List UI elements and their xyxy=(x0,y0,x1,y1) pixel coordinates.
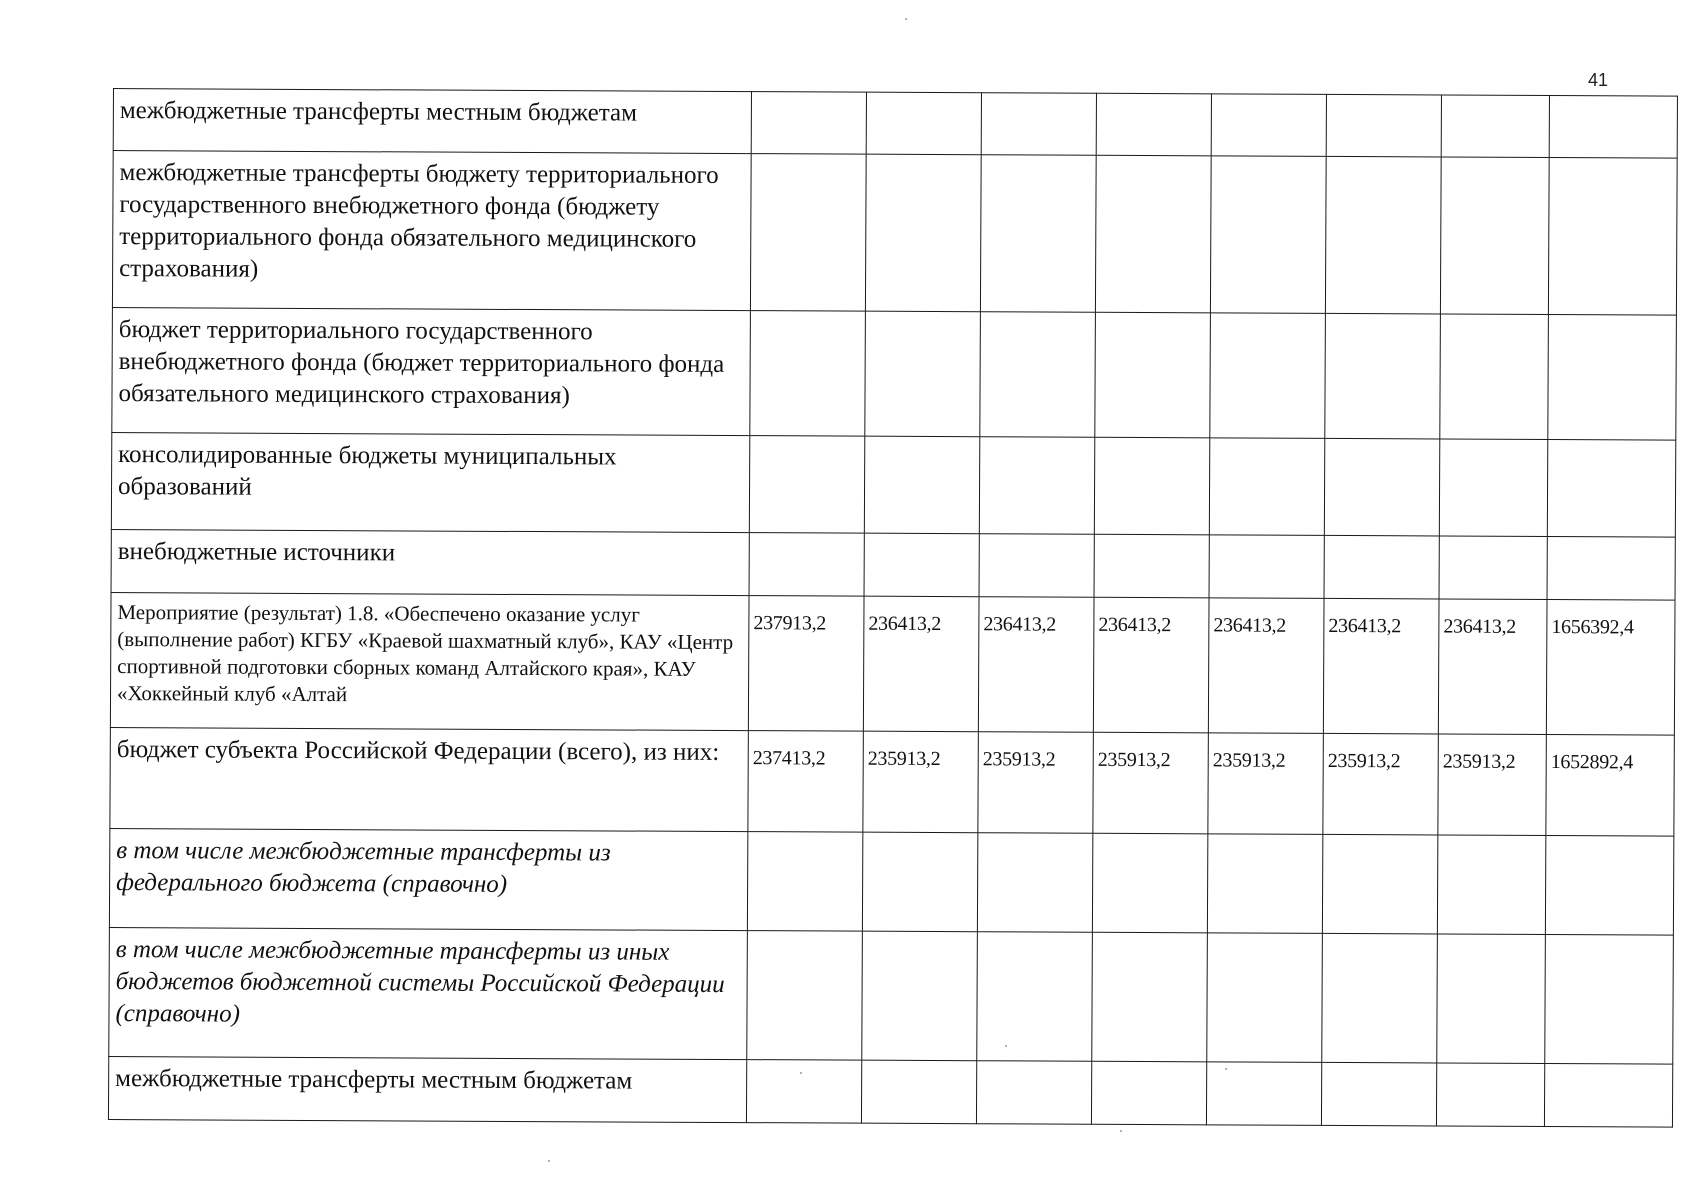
year-value-cell xyxy=(862,931,978,1061)
year-value-cell xyxy=(1210,313,1326,439)
year-value-cell xyxy=(1441,95,1549,158)
year-value-cell: 236413,2 xyxy=(863,596,979,732)
total-cell xyxy=(1548,315,1677,441)
row-label: межбюджетные трансферты местным бюджетам xyxy=(108,1056,746,1122)
year-value-cell xyxy=(749,436,864,534)
year-value-cell xyxy=(1436,1063,1544,1127)
total-cell xyxy=(1547,440,1675,538)
year-value-cell xyxy=(1322,933,1438,1063)
year-value-cell: 235913,2 xyxy=(1438,734,1546,836)
table-row xyxy=(108,1056,1672,1127)
year-value-cell xyxy=(1325,156,1441,314)
year-value-cell xyxy=(1326,94,1441,157)
page-number: 41 xyxy=(1588,70,1609,90)
year-value-cell xyxy=(1440,314,1549,440)
year-value-cell xyxy=(750,154,866,312)
year-value-cell xyxy=(1437,835,1545,935)
year-value-cell: 236413,2 xyxy=(1438,599,1547,735)
year-value-cell xyxy=(1092,932,1208,1062)
year-value-cell xyxy=(1325,313,1441,439)
year-value-cell xyxy=(979,534,1094,598)
year-value-cell xyxy=(1321,1062,1436,1126)
year-value-cell xyxy=(1207,834,1322,934)
row-label: бюджет территориального государственного внебюджетного фонда (бюджет территориального фонда обязательного медицинского страхования) xyxy=(112,307,751,435)
year-value-cell xyxy=(1209,438,1324,536)
year-value-cell xyxy=(1324,535,1439,599)
year-value-cell xyxy=(1437,934,1546,1064)
year-value-cell: 235913,2 xyxy=(1323,733,1438,835)
scan-speck xyxy=(1005,1045,1007,1047)
total-cell xyxy=(1545,836,1673,936)
year-value-cell xyxy=(1206,1062,1321,1126)
year-value-cell xyxy=(1094,534,1209,598)
row-label: бюджет субъекта Российской Федерации (всего), из них: xyxy=(110,727,748,831)
budget-table-body xyxy=(108,89,1677,1128)
year-value-cell: 236413,2 xyxy=(1208,598,1324,734)
table-row xyxy=(111,529,1675,600)
table-row xyxy=(112,307,1677,440)
year-value-cell xyxy=(977,833,1092,933)
year-value-cell xyxy=(1095,155,1211,313)
year-value-cell xyxy=(1095,312,1211,438)
year-value-cell: 235913,2 xyxy=(863,731,978,833)
row-label: Мероприятие (результат) 1.8. «Обеспечено оказание услуг (выполнение работ) КГБУ «Краевой шахматный клуб», КАУ «Центр спортивной подготовки сборных команд Алтайского края», КАУ «Хоккейный клуб «Алтай xyxy=(110,592,749,730)
total-cell xyxy=(1545,935,1674,1065)
year-value-cell xyxy=(981,93,1096,156)
year-value-cell xyxy=(1211,94,1326,157)
year-value-cell xyxy=(977,932,1093,1062)
row-label: консолидированные бюджеты муниципальных образований xyxy=(111,432,749,532)
table-row xyxy=(110,727,1674,836)
year-value-cell xyxy=(980,312,1096,438)
year-value-cell xyxy=(862,832,977,932)
row-label: в том числе межбюджетные трансферты из федерального бюджета (справочно) xyxy=(109,828,747,930)
year-value-cell xyxy=(864,533,979,597)
total-cell xyxy=(1544,1064,1672,1128)
year-value-cell xyxy=(1209,535,1324,599)
year-value-cell xyxy=(1092,833,1207,933)
scan-speck xyxy=(1120,1130,1122,1132)
table-row xyxy=(109,927,1674,1064)
year-value-cell xyxy=(1210,156,1326,314)
year-value-cell xyxy=(749,533,864,597)
year-value-cell: 236413,2 xyxy=(1093,597,1209,733)
total-cell: 1656392,4 xyxy=(1546,600,1675,736)
year-value-cell: 235913,2 xyxy=(978,732,1093,834)
year-value-cell xyxy=(979,437,1094,535)
total-cell xyxy=(1548,158,1677,316)
year-value-cell xyxy=(1091,1061,1206,1125)
table-row xyxy=(112,151,1677,316)
row-label: в том числе межбюджетные трансферты из иных бюджетов бюджетной системы Российской Федерации (справочно) xyxy=(109,927,748,1059)
table-row xyxy=(111,432,1675,537)
year-value-cell: 237413,2 xyxy=(748,731,863,833)
year-value-cell xyxy=(861,1060,976,1124)
year-value-cell: 235913,2 xyxy=(1093,732,1208,834)
year-value-cell xyxy=(746,1060,861,1124)
row-label: межбюджетные трансферты местным бюджетам xyxy=(113,89,751,154)
year-value-cell xyxy=(866,92,981,155)
total-cell: 1652892,4 xyxy=(1546,735,1674,837)
year-value-cell xyxy=(1439,439,1547,537)
scan-speck xyxy=(800,1072,802,1074)
year-value-cell xyxy=(865,154,981,312)
year-value-cell xyxy=(1439,536,1547,600)
year-value-cell xyxy=(1096,93,1211,156)
year-value-cell xyxy=(747,832,862,932)
year-value-cell: 237913,2 xyxy=(748,596,864,732)
year-value-cell xyxy=(747,931,863,1061)
year-value-cell xyxy=(1322,834,1437,934)
year-value-cell xyxy=(865,311,981,437)
table-row xyxy=(110,592,1675,735)
year-value-cell xyxy=(750,311,866,437)
row-label: внебюджетные источники xyxy=(111,529,749,595)
scan-speck xyxy=(905,18,907,20)
budget-table xyxy=(108,88,1678,1128)
year-value-cell xyxy=(980,155,1096,313)
year-value-cell: 236413,2 xyxy=(1323,598,1439,734)
year-value-cell xyxy=(751,92,866,155)
total-cell xyxy=(1549,96,1677,159)
row-label: межбюджетные трансферты бюджету территориального государственного внебюджетного фонда (бюджету территориального фонда обязательного медицинского страхования) xyxy=(112,151,751,311)
year-value-cell xyxy=(976,1061,1091,1125)
budget-table-container xyxy=(108,88,1678,1128)
year-value-cell xyxy=(1324,438,1439,536)
scan-speck xyxy=(1225,1068,1227,1070)
year-value-cell xyxy=(864,436,979,534)
year-value-cell: 235913,2 xyxy=(1208,733,1323,835)
year-value-cell xyxy=(1094,437,1209,535)
table-row xyxy=(113,89,1677,159)
table-row xyxy=(109,828,1673,935)
year-value-cell: 236413,2 xyxy=(978,597,1094,733)
total-cell xyxy=(1547,537,1675,601)
year-value-cell xyxy=(1207,933,1323,1063)
year-value-cell xyxy=(1440,157,1549,315)
scan-speck xyxy=(548,1160,550,1162)
